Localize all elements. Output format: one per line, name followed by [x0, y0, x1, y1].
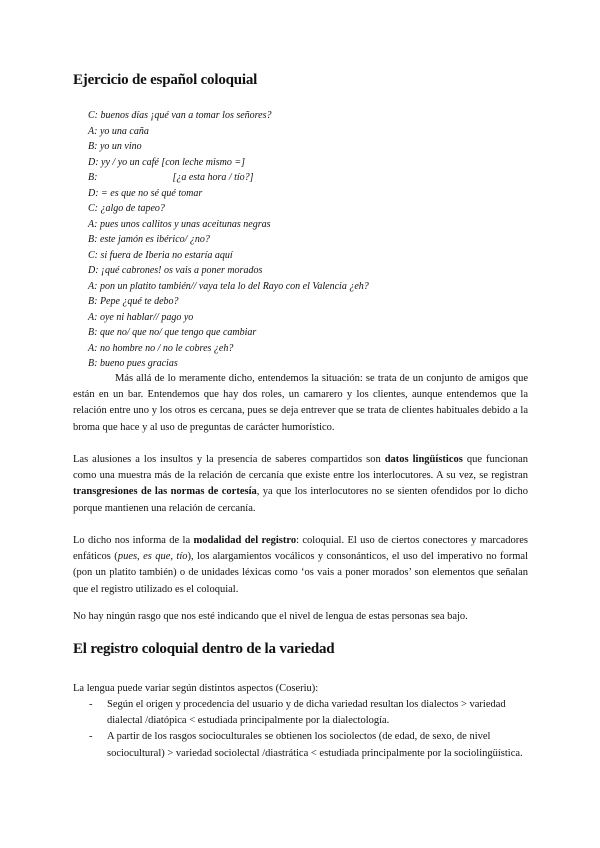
list-item — [73, 697, 533, 729]
bullet-dash: - — [89, 731, 93, 743]
dialogue-line: B: bueno pues gracias — [88, 358, 178, 369]
list-item-text: Según el origen y procedencia del usuario y de dicha variedad resultan los dialectos > variedad dialectal /diatópica < estudiada principalmente por la dialectología. — [107, 699, 506, 727]
bold-term: transgresiones de las normas de cortesía — [73, 486, 257, 498]
dialogue-line: A: pues unos callitos y unas aceitunas negras — [88, 218, 271, 230]
italic-term: pues, es que, tío — [117, 551, 188, 563]
text-run: , ya que los interlocutores no se sienten ofendidos por lo dicho porque mantienen una relación de cercanía. — [73, 486, 528, 514]
list-item — [73, 729, 533, 761]
bold-term: datos lingüísticos — [384, 454, 463, 465]
dialogue-line: C: ¿algo de tapeo? — [88, 203, 165, 214]
paragraph-level: No hay ningún rasgo que nos esté indicando que el nivel de lengua de estas personas sea bajo. — [73, 611, 468, 622]
dialogue-transcript — [88, 108, 369, 372]
dialogue-line: C: si fuera de Iberia no estaría aquí — [88, 249, 233, 261]
section-title-ejercicio: Ejercicio de español coloquial — [73, 72, 258, 88]
bullet-dash: - — [89, 699, 93, 710]
dialogue-line: B: yo un vino — [88, 141, 142, 152]
text-run: Lo dicho nos informa de la — [73, 535, 194, 546]
dialogue-line: D: = es que no sé qué tomar — [88, 187, 203, 199]
paragraph-register — [73, 533, 528, 598]
dialogue-line: A: pon un platito también// vaya tela lo del Rayo con el Valencia ¿eh? — [88, 280, 369, 292]
paragraph-linguistic-data — [73, 452, 528, 517]
dialogue-line: A: oye ni hablar// pago yo — [88, 311, 194, 323]
text-run: ), los alargamientos vocálicos y consonánticos, el uso del imperativo no formal (pon un platito también) o de unidades léxicas como ‘os vais a poner morados’ son elementos que señalan que el registro utilizado es el coloquial. — [73, 551, 528, 595]
paragraph-situation: Más allá de lo meramente dicho, entendemos la situación: se trata de un conjunto de amigos que están en un bar. Entendemos que hay dos roles, un camarero y los clientes, aunque entendemos que la relación entre uno y los otros es cercana, pues se deja entrever que se trata de clientes habituales debido a la broma que hace y al uso de preguntas de carácter humorístico. — [73, 373, 528, 433]
dialogue-line: B: este jamón es ibérico/ ¿no? — [88, 234, 210, 245]
bold-term: modalidad del registro — [193, 535, 297, 546]
section-title-registro: El registro coloquial dentro de la variedad — [73, 641, 335, 657]
dialogue-line: B: que no/ que no/ que tengo que cambiar — [88, 327, 257, 338]
dialogue-line: C: buenos días ¡qué van a tomar los señores? — [88, 110, 272, 121]
dialogue-line: B: [¿a esta hora / tío?] — [88, 172, 254, 183]
text-run: : coloquial. El uso de ciertos conectores y marcadores enfáticos ( — [73, 535, 528, 563]
variety-list — [73, 697, 533, 762]
text-run: que funcionan como una muestra más de la relación de cercanía que existe entre los interlocutores. A su vez, se registran — [73, 454, 528, 482]
dialogue-line: A: no hombre no / no le cobres ¿eh? — [88, 342, 234, 354]
dialogue-line: D: ¡qué cabrones! os vais a poner morados — [88, 265, 263, 276]
text-run: Las alusiones a los insultos y la presencia de saberes compartidos son — [73, 454, 385, 465]
dialogue-line: D: yy / yo un café [con leche mismo =] — [88, 156, 245, 168]
paragraph-intro: La lengua puede variar según distintos aspectos (Coseriu): — [73, 683, 319, 694]
dialogue-line: B: Pepe ¿qué te debo? — [88, 296, 179, 307]
dialogue-line: A: yo una caña — [88, 125, 149, 137]
list-item-text: A partir de los rasgos socioculturales se obtienen los sociolectos (de edad, de sexo, de nivel sociocultural) > variedad sociolectal /diastrática < estudiada principalmente por la sociolingüística. — [107, 731, 523, 759]
